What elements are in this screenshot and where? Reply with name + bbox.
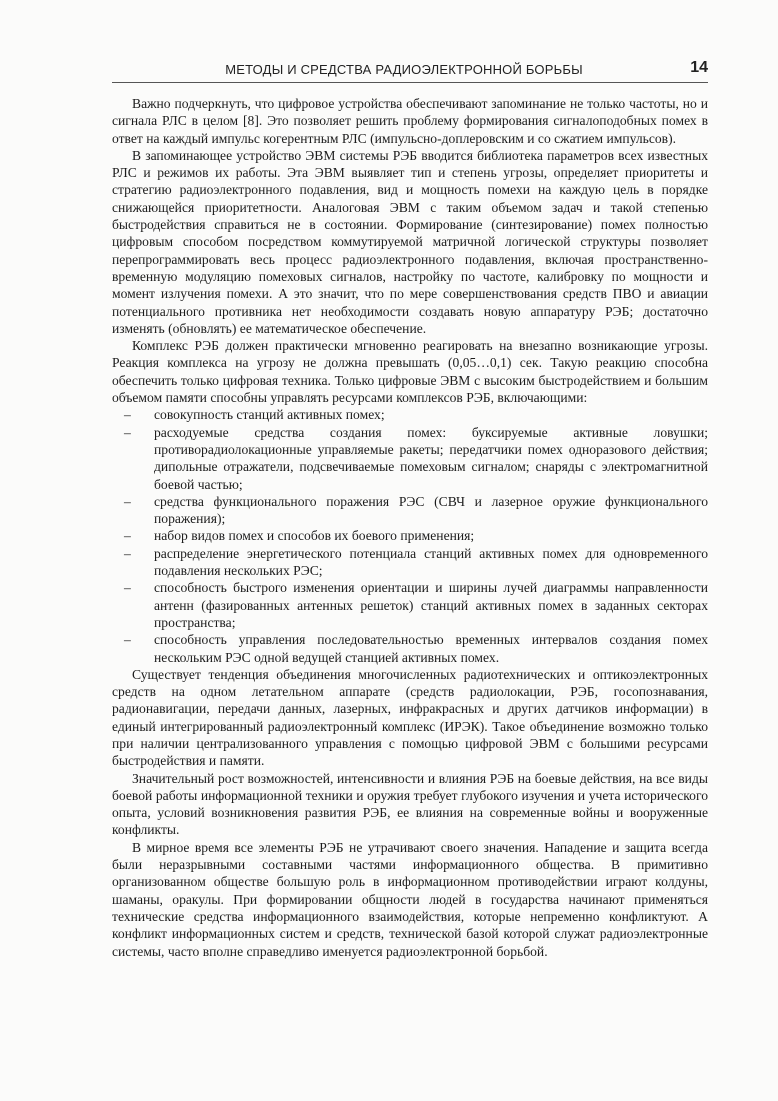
paragraph: Значительный рост возможностей, интенсивности и влияния РЭБ на боевые действия, на все виды боевой работы информационной техники и оружия требует глубокого изучения и учета исторического опыта, условий возникновения развития РЭБ, ее влияния на современные войны и вооруженные конфликты. — [112, 770, 708, 838]
list-item: – способность быстрого изменения ориентации и ширины лучей диаграммы направленности антенн (фазированных антенных решеток) станций активных помех в заданных секторах пространства; — [154, 579, 708, 631]
paragraph: Существует тенденция объединения многочисленных радиотехнических и оптикоэлектронных средств на одном летательном аппарате (средств радиолокации, РЭБ, госопознавания, радионавигации, передачи данных, лазерных, инфракрасных и других датчиков информации) в единый интегрированный радиоэлектронный комплекс (ИРЭК). Такое объединение возможно только при наличии централизованного управления с помощью цифровой ЭВМ с большими ресурсами быстродействия и памяти. — [112, 666, 708, 769]
page-header — [112, 59, 708, 83]
paragraph: В мирное время все элементы РЭБ не утрачивают своего значения. Нападение и защита всегда были неразрывными составными частями информационного общества. В примитивно организованном обществе большую роль в информационном противодействии играют колдуны, шаманы, оракулы. При формировании общности людей в государства начинают применяться технические средства информационного взаимодействия, которые непременно конфликтуют. А конфликт информационных систем и средств, технической базой которой служат радиоэлектронные системы, часто вполне справедливо именуется радиоэлектронной борьбой. — [112, 839, 708, 959]
bullet-list — [112, 406, 708, 665]
list-item: – распределение энергетического потенциала станций активных помех для одновременного подавления нескольких РЭС; — [154, 545, 708, 580]
list-item: – совокупность станций активных помех; — [154, 406, 708, 423]
list-item: – средства функционального поражения РЭС (СВЧ и лазерное оружие функционального поражения); — [154, 493, 708, 528]
list-item: – расходуемые средства создания помех: буксируемые активные ловушки; противорадиолокационные управляемые ракеты; передатчики помех одноразового действия; дипольные отражатели, подсвечиваемые помеховым сигналом; снаряды с электромагнитной боевой частью; — [154, 424, 708, 493]
list-item: – набор видов помех и способов их боевого применения; — [154, 527, 708, 544]
paragraph: Комплекс РЭБ должен практически мгновенно реагировать на внезапно возникающие угрозы. Реакция комплекса на угрозу не должна превышать (0,05…0,1) сек. Такую реакцию способна обеспечить только цифровая техника. Только цифровые ЭВМ с высоким быстродействием и большим объемом памяти способны управлять ресурсами комплексов РЭБ, включающими: — [112, 338, 708, 406]
page-number: 14 — [690, 59, 708, 76]
running-title: МЕТОДЫ И СРЕДСТВА РАДИОЭЛЕКТРОННОЙ БОРЬБЫ — [225, 62, 583, 77]
paragraph: В запоминающее устройство ЭВМ системы РЭБ вводится библиотека параметров всех известных РЛС и режимов их работы. Эта ЭВМ выявляет тип и степень угрозы, определяет приоритеты и стратегию радиоэлектронного подавления, вид и мощность помехи на каждую цель в порядке снижающейся приоритетности. Аналоговая ЭВМ с таким объемом задач и такой степенью быстродействия справиться не в состоянии. Формирование (синтезирование) помех полностью цифровым способом посредством коммутируемой матричной логической структуры позволяет перепрограммировать весь процесс радиоэлектронного подавления, включая пространственно-временную модуляцию помеховых сигналов, настройку по частоте, калибровку по мощности и момент излучения помехи. А это значит, что по мере совершенствования средств ПВО и авиации потенциального противника нет необходимости создавать новую аппаратуру РЭБ; достаточно изменять (обновлять) ее математическое обеспечение. — [112, 147, 708, 336]
list-item: – способность управления последовательностью временных интервалов создания помех нескольким РЭС одной ведущей станцией активных помех. — [154, 631, 708, 666]
body-text — [112, 95, 708, 960]
paragraph: Важно подчеркнуть, что цифровое устройства обеспечивают запоминание не только частоты, но и сигнала РЛС в целом [8]. Это позволяет решить проблему формирования сигналоподобных помех в ответ на каждый импульс когерентным РЛС (импульсно-доплеровским и со сжатием импульсов). — [112, 96, 708, 146]
